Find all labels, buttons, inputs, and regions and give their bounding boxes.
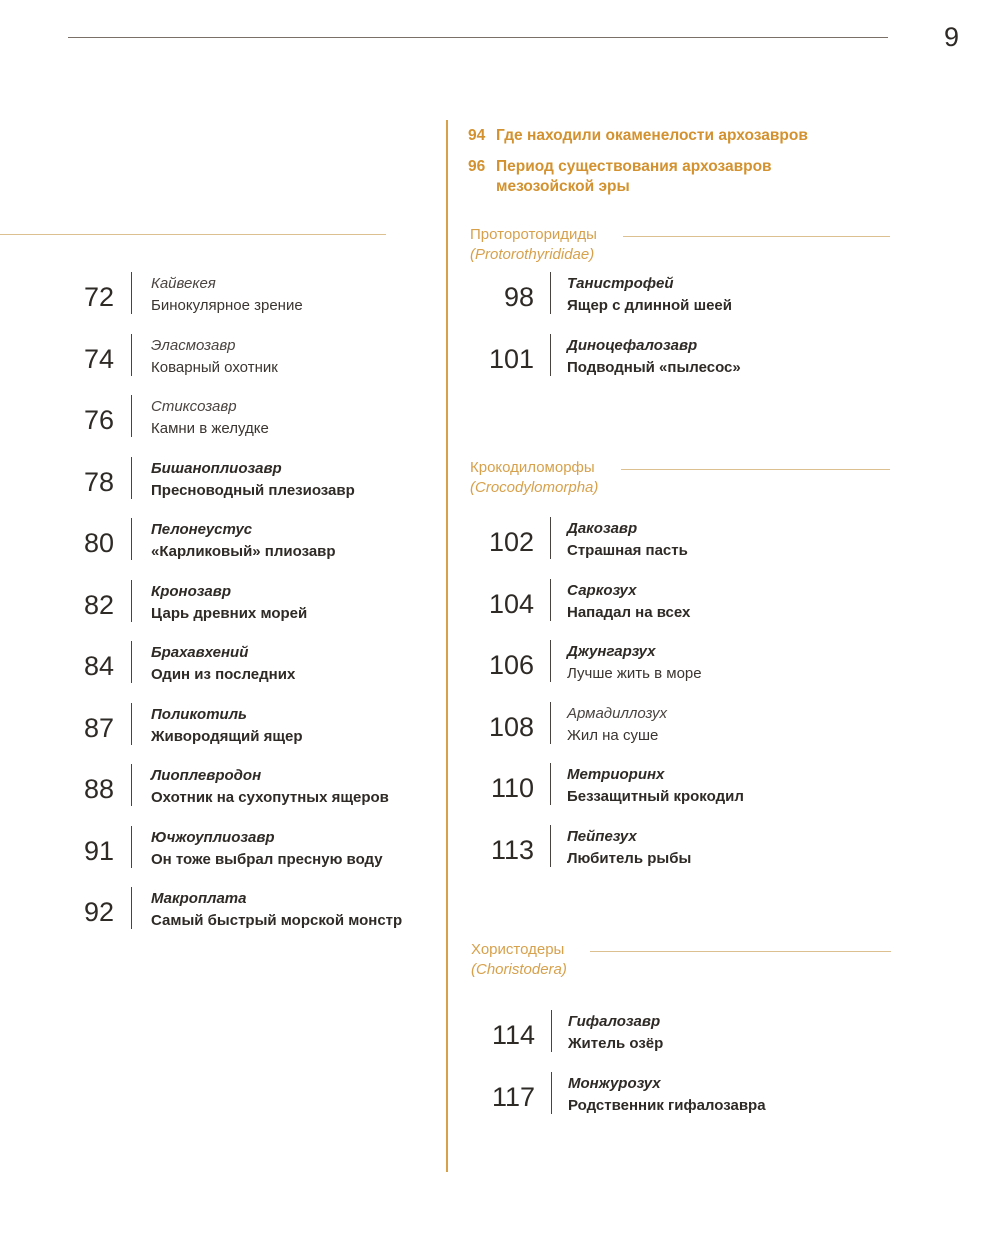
toc-entry-bar [550,334,551,376]
toc-entry[interactable] [64,395,444,457]
toc-entry-subtitle: «Карликовый» плиозавр [151,543,336,560]
toc-entry-bar [550,763,551,805]
toc-entry-page: 84 [83,651,114,681]
top-links [468,126,888,208]
section-latin-name: (Crocodylomorpha) [470,479,599,496]
toc-entry-page: 114 [491,1020,535,1050]
toc-entry-subtitle: Житель озёр [568,1035,664,1052]
toc-entry-bar [131,764,132,806]
toc-entry-page: 104 [488,588,534,619]
toc-entry-bar [550,702,551,744]
toc-entry-subtitle: Подводный «пылесос» [567,358,741,376]
toc-entry-page: 113 [490,834,534,865]
toc-entry-bar [550,272,551,314]
toc-entry-page: 106 [488,650,534,680]
toc-entry-subtitle: Камни в желудке [151,420,269,437]
toc-entry-page: 74 [83,343,114,374]
section-latin-name: (Protorothyrididae) [470,246,595,263]
toc-entry-title: Ючжоуплиозавр [151,828,275,846]
toc-entry-subtitle: Царь древних морей [151,604,308,622]
toc-entry[interactable] [64,457,444,519]
toc-entry[interactable] [64,887,444,949]
toc-list-protorothyrididae [484,272,864,395]
toc-link-text: Период существования архозавров мезозойской эры [496,158,772,195]
toc-entry[interactable] [485,1072,865,1134]
toc-entry-title: Диноцефалозавр [567,336,698,354]
toc-entry-bar [131,580,132,622]
toc-entry-title: Метриоринх [567,766,665,783]
toc-entry-subtitle: Живородящий ящер [151,727,303,745]
toc-entry-bar [550,517,551,559]
toc-entry[interactable] [64,580,444,642]
toc-entry-page: 102 [488,527,534,557]
toc-entry-subtitle: Охотник на сухопутных ящеров [151,789,389,806]
toc-entry-subtitle: Родственник гифалозавра [568,1096,766,1114]
toc-entry[interactable] [484,334,864,396]
section-rule [623,236,890,237]
toc-entry-bar [550,640,551,682]
toc-entry-bar [551,1072,552,1114]
toc-entry[interactable] [64,334,444,396]
toc-entry-page: 78 [83,466,114,497]
section-heading-protorothyrididae [470,225,890,265]
toc-entry-subtitle: Страшная пасть [567,542,688,559]
toc-entry-subtitle: Беззащитный крокодил [567,788,744,805]
toc-entry[interactable] [64,703,444,765]
toc-list-crocodylomorpha [484,517,864,886]
toc-entry[interactable] [484,763,864,825]
toc-entry[interactable] [64,518,444,580]
toc-entry-title: Джунгарзух [567,643,656,660]
toc-entry-subtitle: Он тоже выбрал пресную воду [151,850,383,868]
toc-entry[interactable] [64,826,444,888]
toc-entry-subtitle: Ящер с длинной шеей [567,297,732,314]
toc-entry-subtitle: Пресноводный плезиозавр [151,481,355,499]
toc-entry-bar [131,703,132,745]
toc-entry-page: 76 [83,405,114,435]
toc-entry-page: 80 [83,528,114,558]
toc-entry-subtitle: Любитель рыбы [567,849,692,867]
toc-list-choristodera [485,1010,865,1133]
toc-entry-title: Дакозавр [567,520,638,537]
toc-entry-bar [131,272,132,314]
toc-entry[interactable] [64,272,444,334]
toc-entry-bar [131,641,132,683]
section-heading-choristodera [471,940,891,980]
toc-entry-subtitle: Жил на суше [567,726,659,744]
toc-entry-title: Поликотиль [151,705,247,723]
toc-link-page: 94 [468,127,486,144]
toc-entry-page: 92 [83,897,114,927]
toc-entry-page: 98 [503,282,534,312]
toc-entry-subtitle: Лучше жить в море [567,665,702,682]
toc-entry-title: Эласмозавр [151,336,236,354]
section-rule [621,469,890,470]
toc-entry-page: 110 [490,773,534,803]
left-toc-list [64,272,444,949]
toc-entry-title: Пейпезух [567,827,637,845]
toc-entry[interactable] [484,825,864,887]
toc-entry-subtitle: Бинокулярное зрение [151,297,303,314]
toc-entry-subtitle: Нападал на всех [567,603,691,621]
toc-entry[interactable] [485,1010,865,1072]
section-heading-crocodylomorpha [470,458,890,498]
toc-entry-bar [551,1010,552,1052]
toc-entry[interactable] [64,764,444,826]
toc-entry[interactable] [484,579,864,641]
page-number: 9 [944,22,960,52]
toc-entry[interactable] [484,517,864,579]
toc-entry-title: Макроплата [151,890,247,907]
toc-entry-title: Пелонеустус [151,521,253,538]
toc-entry-title: Кайвекея [151,275,216,292]
toc-link[interactable] [468,157,888,197]
toc-entry-title: Кронозавр [151,582,231,600]
toc-entry-bar [131,887,132,929]
toc-entry[interactable] [484,702,864,764]
section-rule [590,951,891,952]
toc-entry-bar [131,395,132,437]
toc-entry-page: 82 [83,589,114,620]
toc-entry-page: 101 [488,343,534,374]
toc-entry-page: 108 [488,711,534,742]
toc-entry-title: Армадиллозух [567,704,668,722]
toc-entry-page: 88 [83,774,114,804]
toc-entry[interactable] [484,640,864,702]
toc-entry-title: Брахавхений [151,644,249,661]
section-name: Хористодеры [471,941,565,958]
left-column-rule [0,234,386,235]
column-divider [446,120,448,1172]
toc-entry[interactable] [64,641,444,703]
toc-entry-bar [131,518,132,560]
toc-entry-page: 91 [83,835,114,866]
toc-link-page: 96 [468,158,486,175]
toc-entry-subtitle: Коварный охотник [151,358,278,376]
toc-entry-bar [550,579,551,621]
toc-entry-page: 87 [83,712,114,743]
toc-entry-title: Лиоплевродон [151,767,262,784]
toc-entry-title: Саркозух [567,581,637,599]
section-name: Протороторидиды [470,226,597,243]
toc-entry-title: Монжурозух [568,1074,661,1092]
toc-entry-title: Бишаноплиозавр [151,459,282,477]
toc-entry-bar [131,334,132,376]
toc-entry-bar [131,457,132,499]
section-name: Крокодиломорфы [470,459,595,476]
toc-entry-title: Стиксозавр [151,398,237,415]
toc-link[interactable] [468,126,888,146]
toc-entry-title: Танистрофей [567,275,674,292]
toc-entry-title: Гифалозавр [568,1013,661,1030]
section-latin-name: (Choristodera) [471,961,567,978]
toc-entry[interactable] [484,272,864,334]
toc-entry-page: 117 [491,1081,535,1112]
toc-entry-bar [131,826,132,868]
toc-entry-bar [550,825,551,867]
toc-entry-subtitle: Один из последних [151,666,296,683]
toc-entry-subtitle: Самый быстрый морской монстр [151,912,403,929]
toc-entry-page: 72 [83,282,114,312]
top-rule [68,37,888,38]
toc-link-text: Где находили окаменелости архозавров [496,127,808,144]
